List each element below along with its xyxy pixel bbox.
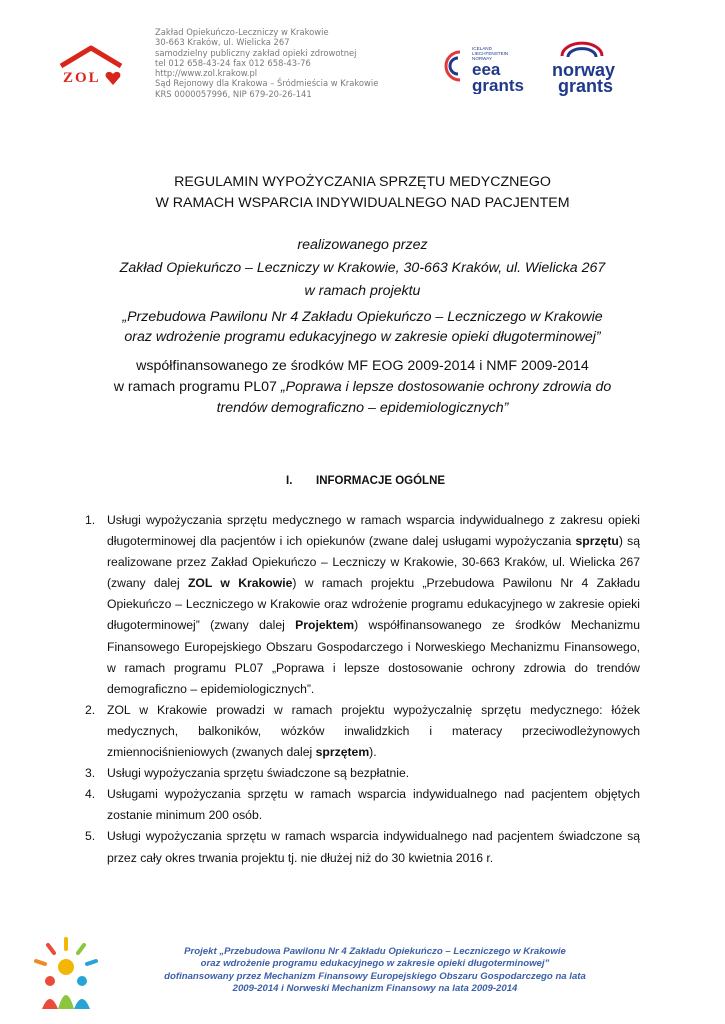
within-project: w ramach projektu	[304, 283, 421, 299]
realized-by: realizowanego przez	[297, 237, 428, 253]
program-line3: trendów demograficzno – epidemiologicznych”	[216, 400, 509, 416]
project-line2: oraz wdrożenie programu edukacyjnego w zakresie opieki długoterminowej”	[124, 329, 601, 345]
contact-line: Zakład Opiekuńczo-Leczniczy w Krakowie	[155, 27, 329, 37]
doc-title-line2: W RAMACH WSPARCIA INDYWIDUALNEGO NAD PACJENTEM	[155, 195, 570, 211]
contact-line: samodzielny publiczny zakład opieki zdrowotnej	[155, 47, 357, 58]
rules-list	[85, 510, 640, 869]
program-prefix: w ramach programu PL07	[113, 379, 281, 395]
zol-logo	[55, 40, 127, 88]
contact-block	[155, 27, 378, 99]
footer-logo	[28, 935, 106, 1015]
item-text: Usługi wypożyczania sprzętu w ramach wsparcia indywidualnego nad pacjentem świadczone są przez cały okres trwania projektu tj. nie dłużej niż do 30 kwietnia 2016 r.	[107, 829, 640, 865]
zol-logo-text: ZOL	[63, 70, 101, 86]
list-item	[85, 784, 640, 826]
cofinanced-line: współfinansowanego ze środków MF EOG 2009-2014 i NMF 2009-2014	[136, 358, 589, 374]
svg-text:grants: grants	[472, 76, 524, 94]
contact-line: http://www.zol.krakow.pl	[155, 68, 258, 79]
list-item	[85, 510, 640, 700]
svg-text:norway: norway	[552, 60, 616, 80]
section-heading	[286, 475, 445, 487]
svg-text:eea: eea	[472, 60, 501, 79]
eea-grants-logo	[438, 40, 538, 94]
svg-text:grants: grants	[558, 76, 614, 96]
footer-line: dofinansowany przez Mechanizm Finansowy Europejskiego Obszaru Gospodarczego na lata	[164, 970, 586, 982]
item-text: Usługami wypożyczania sprzętu w ramach wsparcia indywidualnego nad pacjentem objętych zostanie minimum 200 osób.	[107, 787, 640, 823]
institution: Zakład Opiekuńczo – Leczniczy w Krakowie, 30-663 Kraków, ul. Wielicka 267	[119, 260, 606, 276]
contact-line: KRS 0000057996, NIP 679-20-26-141	[155, 88, 312, 99]
contact-line: 30-663 Kraków, ul. Wielicka 267	[155, 37, 290, 48]
project-line1: „Przebudowa Pawilonu Nr 4 Zakładu Opiekuńczo – Leczniczego w Krakowie	[122, 309, 603, 325]
item-number: 3.	[85, 766, 96, 781]
sun-figures-icon	[28, 935, 106, 1015]
section-title: INFORMACJE OGÓLNE	[316, 475, 446, 487]
svg-text:ICELAND: ICELAND	[472, 46, 492, 51]
list-item	[85, 763, 640, 784]
doc-title-line1: REGULAMIN WYPOŻYCZANIA SPRZĘTU MEDYCZNEGO	[174, 174, 551, 190]
eea-swirl-icon	[446, 52, 460, 80]
footer-line: 2009-2014 i Norweski Mechanizm Finansowy na lata 2009-2014	[232, 983, 518, 995]
item-number: 1.	[85, 513, 96, 527]
list-item	[85, 826, 640, 868]
section-number: I.	[286, 475, 293, 487]
item-number: 4.	[85, 787, 96, 802]
item-number: 2.	[85, 702, 96, 717]
footer-text	[115, 946, 635, 996]
list-item	[85, 700, 640, 763]
item-text: ZOL w Krakowie prowadzi w ramach projektu wypożyczalnię sprzętu medycznego: łóżek medycznych, balkoników, wózków inwalidzkich i materacy przeciwodleżynowych zmiennociśnieniowych (zwanych dalej sprzętem).	[107, 702, 640, 760]
footer-line: Projekt „Przebudowa Pawilonu Nr 4 Zakładu Opiekuńczo – Leczniczego w Krakowie	[184, 946, 566, 957]
program-title: „Poprawa i lepsze dostosowanie ochrony zdrowia do	[280, 379, 612, 395]
norway-grants-logo	[548, 40, 638, 96]
item-number: 5.	[85, 829, 96, 844]
contact-line: tel 012 658-43-24 fax 012 658-43-76	[155, 57, 311, 68]
footer-line: oraz wdrożenie programu edukacyjnego w zakresie opieki długoterminowej”	[200, 958, 550, 970]
svg-text:LIECHTENSTEIN: LIECHTENSTEIN	[472, 51, 509, 56]
contact-line: Sąd Rejonowy dla Krakowa – Śródmieścia w Krakowie	[155, 78, 379, 89]
zol-house-icon	[55, 40, 127, 88]
svg-text:NORWAY: NORWAY	[472, 56, 493, 61]
item-text: Usługi wypożyczania sprzętu medycznego w ramach wsparcia indywidualnego z zakresu opieki długoterminowej dla pacjentów i ich opiekunów (zwane dalej usługami wypożyczania sprzętu) są realizowane przez Zakład Opiekuńczo – Leczniczy w Krakowie, 30-663 Kraków, ul. Wielicka 267 (zwany dalej ZOL w Krakowie) w ramach projektu „Przebudowa Pawilonu Nr 4 Zakładu Opiekuńczo – Leczniczego w Krakowie oraz wdrożenie programu edukacyjnego w zakresie opieki długoterminowej” (zwany dalej Projektem) współfinansowanego ze środków Mechanizmu Finansowego Europejskiego Obszaru Gospodarczego i Norweskiego Mechanizmu Finansowego, w ramach programu PL07 „Poprawa i lepsze dostosowanie ochrony zdrowia do trendów demograficzno – epidemiologicznych”.	[107, 513, 640, 696]
program-line	[60, 377, 665, 398]
item-text: Usługi wypożyczania sprzętu świadczone są bezpłatnie.	[107, 766, 410, 781]
